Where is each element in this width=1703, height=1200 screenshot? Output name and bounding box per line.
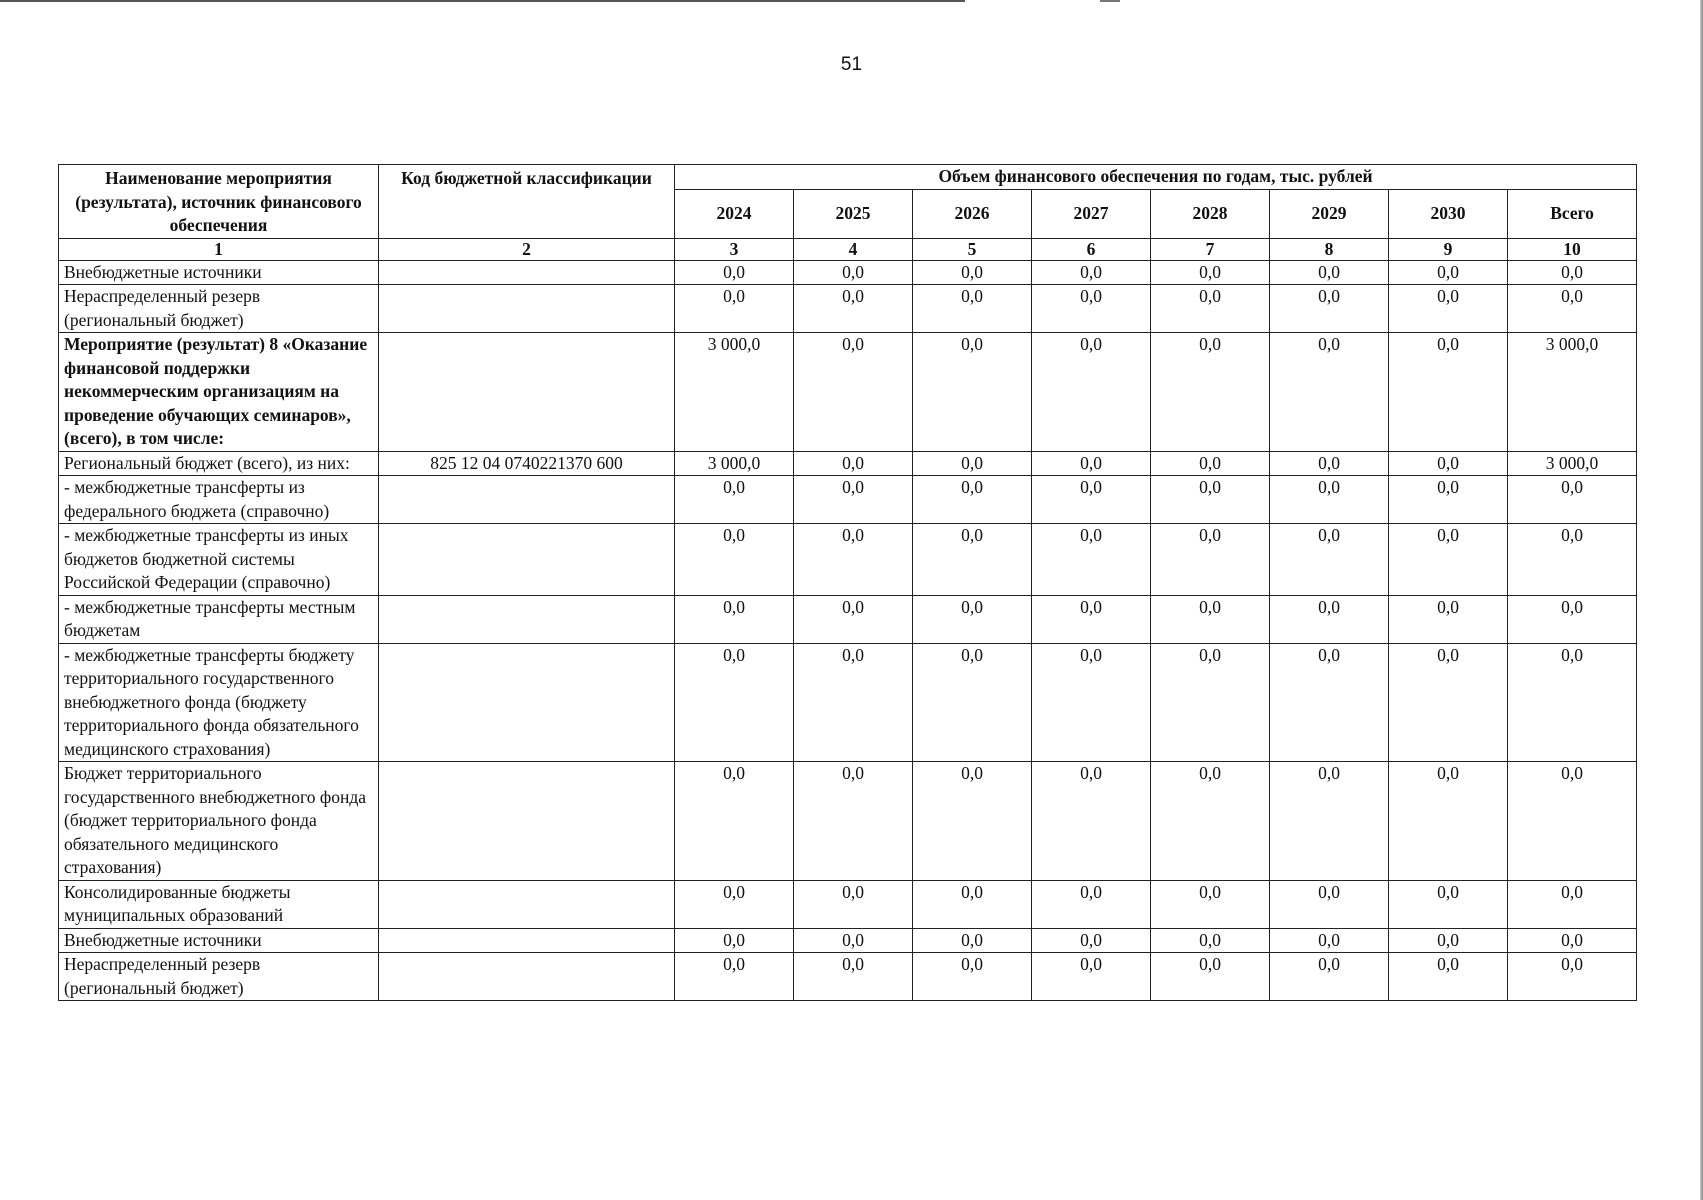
- row-year-value: 0,0: [1151, 524, 1270, 596]
- row-year-value: 0,0: [913, 928, 1032, 953]
- row-code: [379, 953, 675, 1001]
- row-year-value: 0,0: [794, 595, 913, 643]
- row-year-value: 0,0: [794, 880, 913, 928]
- column-numbers-row: [59, 238, 1637, 260]
- row-year-value: 0,0: [1032, 524, 1151, 596]
- row-code: [379, 643, 675, 762]
- header-total: Всего: [1508, 189, 1637, 238]
- column-number: 8: [1270, 238, 1389, 260]
- row-year-value: 0,0: [913, 643, 1032, 762]
- row-year-value: 0,0: [1389, 953, 1508, 1001]
- row-year-value: 0,0: [1151, 762, 1270, 881]
- row-year-value: 0,0: [794, 762, 913, 881]
- row-total-value: 3 000,0: [1508, 333, 1637, 452]
- row-code: 825 12 04 0740221370 600: [379, 451, 675, 476]
- row-year-value: 0,0: [794, 333, 913, 452]
- row-year-value: 0,0: [1270, 928, 1389, 953]
- row-name: Внебюджетные источники: [59, 260, 379, 285]
- row-code: [379, 928, 675, 953]
- table-row: [59, 595, 1637, 643]
- scan-artifact-top-2: [1100, 0, 1120, 2]
- row-code: [379, 762, 675, 881]
- table-row: [59, 285, 1637, 333]
- row-year-value: 0,0: [913, 476, 1032, 524]
- row-year-value: 0,0: [1270, 260, 1389, 285]
- table-row: [59, 953, 1637, 1001]
- row-year-value: 0,0: [1270, 595, 1389, 643]
- row-year-value: 0,0: [675, 476, 794, 524]
- table-row: [59, 880, 1637, 928]
- header-year: 2026: [913, 189, 1032, 238]
- row-year-value: 0,0: [1389, 928, 1508, 953]
- table-row: [59, 524, 1637, 596]
- row-name: Консолидированные бюджеты муниципальных образований: [59, 880, 379, 928]
- row-name: - межбюджетные трансферты местным бюджетам: [59, 595, 379, 643]
- row-year-value: 0,0: [1151, 333, 1270, 452]
- row-name: Мероприятие (результат) 8 «Оказание финансовой поддержки некоммерческим организациям на проведение обучающих семинаров», (всего), в том числе:: [59, 333, 379, 452]
- row-year-value: 0,0: [675, 285, 794, 333]
- column-number: 7: [1151, 238, 1270, 260]
- table-row: [59, 928, 1637, 953]
- row-year-value: 0,0: [675, 953, 794, 1001]
- row-year-value: 0,0: [913, 880, 1032, 928]
- column-number: 9: [1389, 238, 1508, 260]
- row-year-value: 0,0: [1389, 643, 1508, 762]
- row-year-value: 0,0: [1151, 953, 1270, 1001]
- row-year-value: 0,0: [675, 595, 794, 643]
- row-year-value: 0,0: [1270, 333, 1389, 452]
- row-year-value: 0,0: [794, 285, 913, 333]
- row-year-value: 0,0: [1389, 762, 1508, 881]
- column-number: 1: [59, 238, 379, 260]
- row-year-value: 0,0: [1032, 451, 1151, 476]
- table-row: [59, 260, 1637, 285]
- row-total-value: 0,0: [1508, 928, 1637, 953]
- row-year-value: 0,0: [1389, 451, 1508, 476]
- row-total-value: 0,0: [1508, 524, 1637, 596]
- row-name: Бюджет территориального государственного внебюджетного фонда (бюджет территориального фонда обязательного медицинского страхования): [59, 762, 379, 881]
- row-total-value: 0,0: [1508, 285, 1637, 333]
- row-year-value: 0,0: [913, 953, 1032, 1001]
- row-year-value: 0,0: [1032, 762, 1151, 881]
- row-year-value: 0,0: [913, 285, 1032, 333]
- row-year-value: 0,0: [1270, 643, 1389, 762]
- row-year-value: 0,0: [1032, 285, 1151, 333]
- table-row: [59, 476, 1637, 524]
- row-year-value: 0,0: [794, 643, 913, 762]
- row-year-value: 0,0: [913, 333, 1032, 452]
- row-year-value: 0,0: [1389, 285, 1508, 333]
- row-year-value: 0,0: [1389, 524, 1508, 596]
- row-year-value: 0,0: [675, 643, 794, 762]
- column-number: 4: [794, 238, 913, 260]
- row-year-value: 0,0: [1270, 762, 1389, 881]
- row-year-value: 0,0: [913, 595, 1032, 643]
- row-total-value: 0,0: [1508, 953, 1637, 1001]
- row-year-value: 0,0: [913, 762, 1032, 881]
- table-body: [59, 260, 1637, 1001]
- row-year-value: 3 000,0: [675, 333, 794, 452]
- row-total-value: 0,0: [1508, 476, 1637, 524]
- row-year-value: 0,0: [675, 524, 794, 596]
- row-year-value: 0,0: [1270, 953, 1389, 1001]
- row-year-value: 0,0: [1389, 333, 1508, 452]
- row-year-value: 0,0: [675, 762, 794, 881]
- row-year-value: 0,0: [794, 451, 913, 476]
- column-number: 6: [1032, 238, 1151, 260]
- column-number: 2: [379, 238, 675, 260]
- row-year-value: 0,0: [1032, 643, 1151, 762]
- financing-table: [58, 164, 1637, 1001]
- row-code: [379, 524, 675, 596]
- header-name: Наименование мероприятия (результата), источник финансового обеспечения: [59, 165, 379, 239]
- row-year-value: 0,0: [1151, 451, 1270, 476]
- row-year-value: 0,0: [1389, 476, 1508, 524]
- row-year-value: 0,0: [1270, 451, 1389, 476]
- table-row: [59, 333, 1637, 452]
- row-code: [379, 476, 675, 524]
- header-year: 2029: [1270, 189, 1389, 238]
- row-year-value: 0,0: [1032, 928, 1151, 953]
- row-year-value: 0,0: [913, 260, 1032, 285]
- row-name: Внебюджетные источники: [59, 928, 379, 953]
- row-year-value: 0,0: [1151, 880, 1270, 928]
- row-code: [379, 285, 675, 333]
- header-code: Код бюджетной классификации: [379, 165, 675, 239]
- table-row: [59, 762, 1637, 881]
- table-row: [59, 451, 1637, 476]
- row-year-value: 0,0: [913, 524, 1032, 596]
- table-row: [59, 643, 1637, 762]
- header-year: 2028: [1151, 189, 1270, 238]
- row-total-value: 0,0: [1508, 880, 1637, 928]
- row-year-value: 0,0: [794, 928, 913, 953]
- row-year-value: 0,0: [1032, 595, 1151, 643]
- row-name: - межбюджетные трансферты из иных бюджетов бюджетной системы Российской Федерации (справочно): [59, 524, 379, 596]
- row-year-value: 0,0: [675, 260, 794, 285]
- row-year-value: 0,0: [1270, 476, 1389, 524]
- row-total-value: 0,0: [1508, 595, 1637, 643]
- row-year-value: 0,0: [1270, 285, 1389, 333]
- scan-artifact-top: [0, 0, 965, 2]
- row-year-value: 0,0: [1270, 524, 1389, 596]
- header-volume: Объем финансового обеспечения по годам, тыс. рублей: [675, 165, 1637, 190]
- row-year-value: 0,0: [1151, 285, 1270, 333]
- row-total-value: 0,0: [1508, 260, 1637, 285]
- header-year: 2024: [675, 189, 794, 238]
- row-year-value: 0,0: [675, 880, 794, 928]
- row-year-value: 0,0: [1389, 595, 1508, 643]
- row-year-value: 0,0: [675, 928, 794, 953]
- row-code: [379, 880, 675, 928]
- row-year-value: 0,0: [913, 451, 1032, 476]
- header-year: 2030: [1389, 189, 1508, 238]
- row-year-value: 3 000,0: [675, 451, 794, 476]
- row-year-value: 0,0: [1389, 880, 1508, 928]
- row-year-value: 0,0: [1151, 595, 1270, 643]
- row-name: - межбюджетные трансферты бюджету территориального государственного внебюджетного фонда (бюджету территориального фонда обязательного медицинского страхования): [59, 643, 379, 762]
- row-year-value: 0,0: [1151, 260, 1270, 285]
- row-year-value: 0,0: [1032, 476, 1151, 524]
- header-year: 2027: [1032, 189, 1151, 238]
- row-year-value: 0,0: [1032, 880, 1151, 928]
- page-number: 51: [840, 54, 863, 75]
- row-code: [379, 260, 675, 285]
- row-year-value: 0,0: [1032, 260, 1151, 285]
- column-number: 10: [1508, 238, 1637, 260]
- row-year-value: 0,0: [1270, 880, 1389, 928]
- row-year-value: 0,0: [794, 953, 913, 1001]
- column-number: 5: [913, 238, 1032, 260]
- row-name: Нераспределенный резерв (региональный бюджет): [59, 953, 379, 1001]
- header-year: 2025: [794, 189, 913, 238]
- row-total-value: 3 000,0: [1508, 451, 1637, 476]
- row-year-value: 0,0: [1151, 643, 1270, 762]
- row-year-value: 0,0: [1032, 953, 1151, 1001]
- row-name: Нераспределенный резерв (региональный бюджет): [59, 285, 379, 333]
- column-number: 3: [675, 238, 794, 260]
- row-year-value: 0,0: [1389, 260, 1508, 285]
- row-name: Региональный бюджет (всего), из них:: [59, 451, 379, 476]
- row-year-value: 0,0: [1151, 928, 1270, 953]
- row-total-value: 0,0: [1508, 643, 1637, 762]
- row-code: [379, 333, 675, 452]
- row-code: [379, 595, 675, 643]
- row-year-value: 0,0: [1032, 333, 1151, 452]
- row-total-value: 0,0: [1508, 762, 1637, 881]
- row-year-value: 0,0: [1151, 476, 1270, 524]
- row-year-value: 0,0: [794, 260, 913, 285]
- row-name: - межбюджетные трансферты из федерального бюджета (справочно): [59, 476, 379, 524]
- row-year-value: 0,0: [794, 476, 913, 524]
- row-year-value: 0,0: [794, 524, 913, 596]
